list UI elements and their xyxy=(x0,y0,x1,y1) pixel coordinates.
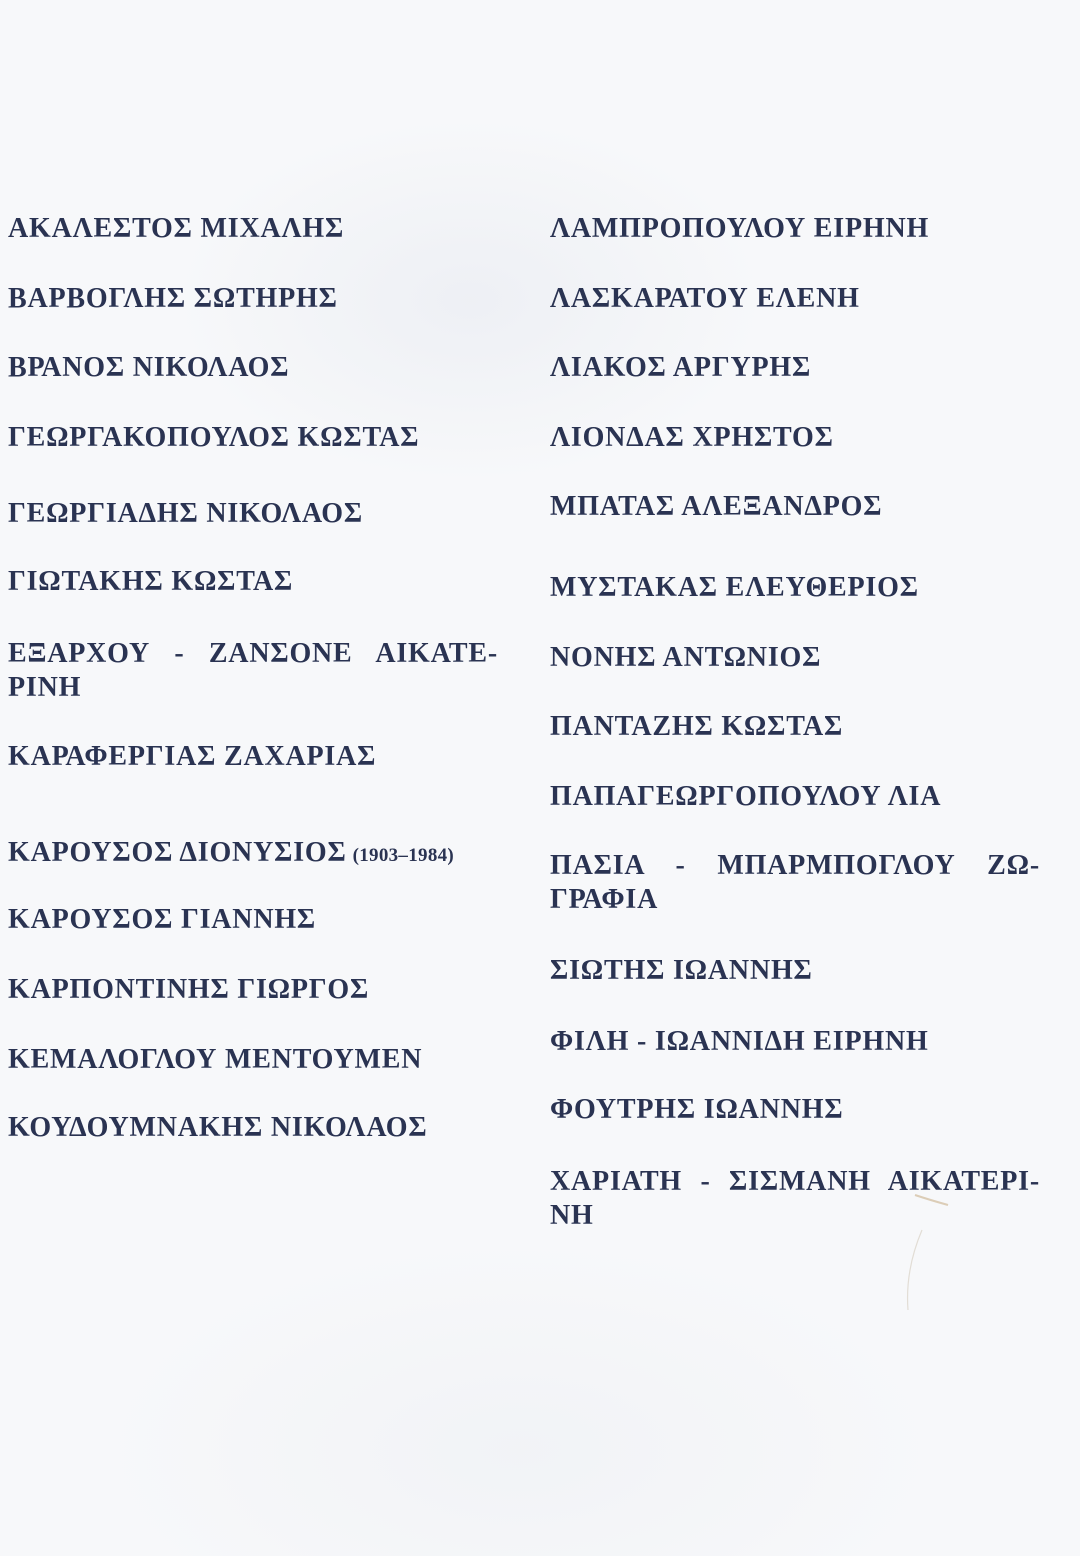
list-item xyxy=(550,710,1040,744)
list-item xyxy=(8,740,498,774)
name-text: ΚΑΡΑΦΕΡΓΙΑΣ ΖΑΧΑΡΙΑΣ xyxy=(8,741,377,772)
names-list-right xyxy=(550,0,1040,1556)
name-text: ΦΟΥΤΡΗΣ ΙΩΑΝΝΗΣ xyxy=(550,1094,844,1125)
name-text: ΚΕΜΑΛΟΓΛΟΥ ΜΕΝΤΟΥΜΕΝ xyxy=(8,1044,423,1075)
life-dates: (1903–1984) xyxy=(352,845,455,866)
list-item xyxy=(8,836,498,873)
name-text: ΓΕΩΡΓΙΑΔΗΣ ΝΙΚΟΛΑΟΣ xyxy=(8,498,363,529)
list-item xyxy=(8,282,498,316)
name-text: ΚΟΥΔΟΥΜΝΑΚΗΣ ΝΙΚΟΛΑΟΣ xyxy=(8,1112,428,1143)
name-text-continuation: ΡΙΝΗ xyxy=(8,672,82,703)
name-text: ΓΕΩΡΓΑΚΟΠΟΥΛΟΣ ΚΩΣΤΑΣ xyxy=(8,422,420,453)
name-text: ΜΠΑΤΑΣ ΑΛΕΞΑΝΔΡΟΣ xyxy=(550,491,883,522)
name-text-continuation: ΝΗ xyxy=(550,1200,594,1231)
name-text: ΑΚΑΛΕΣΤΟΣ ΜΙΧΑΛΗΣ xyxy=(8,213,345,244)
name-text: ΚΑΡΟΥΣΟΣ ΓΙΑΝΝΗΣ xyxy=(8,904,317,935)
list-item xyxy=(8,351,498,385)
list-item xyxy=(550,490,1040,524)
list-item xyxy=(550,780,1040,814)
names-list-left xyxy=(8,0,498,1556)
name-text: ΛΑΣΚΑΡΑΤΟΥ ΕΛΕΝΗ xyxy=(550,283,860,314)
list-item xyxy=(8,903,498,937)
name-text: ΦΙΛΗ - ΙΩΑΝΝΙΔΗ ΕΙΡΗΝΗ xyxy=(550,1026,929,1057)
list-item xyxy=(8,212,498,246)
name-text: ΓΙΩΤΑΚΗΣ ΚΩΣΤΑΣ xyxy=(8,566,294,597)
name-text: ΒΡΑΝΟΣ ΝΙΚΟΛΑΟΣ xyxy=(8,352,290,383)
list-item xyxy=(8,1111,498,1145)
list-item xyxy=(550,849,1040,917)
name-text: ΚΑΡΠΟΝΤΙΝΗΣ ΓΙΩΡΓΟΣ xyxy=(8,974,370,1005)
list-item xyxy=(8,973,498,1007)
name-text: ΕΞΑΡΧΟΥ - ΖΑΝΣΟΝΕ ΑΙΚΑΤΕ- xyxy=(8,638,498,669)
list-item xyxy=(8,637,498,705)
name-text: ΝΟΝΗΣ ΑΝΤΩΝΙΟΣ xyxy=(550,642,822,673)
name-text-continuation: ΓΡΑΦΙΑ xyxy=(550,884,659,915)
name-text: ΣΙΩΤΗΣ ΙΩΑΝΝΗΣ xyxy=(550,955,813,986)
list-item xyxy=(550,212,1040,246)
list-item xyxy=(550,954,1040,988)
list-item xyxy=(550,351,1040,385)
list-item xyxy=(550,1093,1040,1127)
name-text: ΠΑΣΙΑ - ΜΠΑΡΜΠΟΓΛΟΥ ΖΩ- xyxy=(550,850,1040,881)
list-item xyxy=(550,421,1040,455)
list-item xyxy=(550,641,1040,675)
name-text: ΒΑΡΒΟΓΛΗΣ ΣΩΤΗΡΗΣ xyxy=(8,283,338,314)
list-item xyxy=(550,1165,1040,1233)
name-text: ΠΑΠΑΓΕΩΡΓΟΠΟΥΛΟΥ ΛΙΑ xyxy=(550,781,942,812)
name-text: ΚΑΡΟΥΣΟΣ ΔΙΟΝΥΣΙΟΣ xyxy=(8,837,347,868)
name-text: ΠΑΝΤΑΖΗΣ ΚΩΣΤΑΣ xyxy=(550,711,844,742)
name-text: ΧΑΡΙΑΤΗ - ΣΙΣΜΑΝΗ ΑΙΚΑΤΕΡΙ- xyxy=(550,1166,1040,1197)
list-item xyxy=(550,282,1040,316)
list-item xyxy=(8,497,498,531)
list-item xyxy=(8,565,498,599)
name-text: ΛΑΜΠΡΟΠΟΥΛΟΥ ΕΙΡΗΝΗ xyxy=(550,213,930,244)
list-item xyxy=(8,1043,498,1077)
name-text: ΛΙΑΚΟΣ ΑΡΓΥΡΗΣ xyxy=(550,352,812,383)
list-item xyxy=(550,1025,1040,1059)
name-text: ΜΥΣΤΑΚΑΣ ΕΛΕΥΘΕΡΙΟΣ xyxy=(550,572,919,603)
name-text: ΛΙΟΝΔΑΣ ΧΡΗΣΤΟΣ xyxy=(550,422,834,453)
list-item xyxy=(550,571,1040,605)
list-item xyxy=(8,421,498,455)
